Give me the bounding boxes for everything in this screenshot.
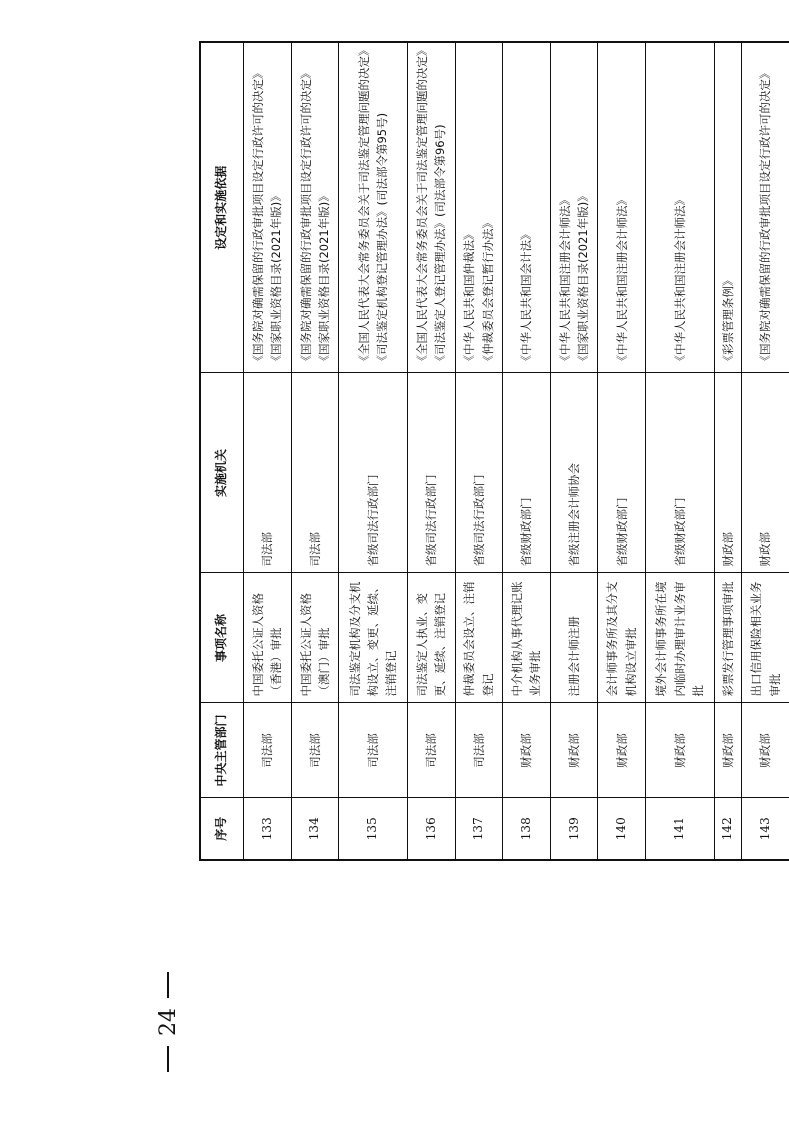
cell-no: 137: [455, 798, 503, 860]
header-basis: 设定和实施依据: [200, 42, 244, 373]
table-row: [550, 42, 598, 860]
cell-agency: 财政部: [742, 373, 789, 573]
basis-line: 《国务院对确需保留的行政审批项目设定行政许可的决定》: [758, 67, 773, 367]
basis-line: 《国家职业资格目录(2021年版)》: [316, 190, 331, 367]
cell-basis: [244, 42, 292, 373]
basis-line: 《国务院对确需保留的行政审批项目设定行政许可的决定》: [298, 67, 313, 367]
cell-name: 会计师事务所及其分支机构设立审批: [598, 573, 646, 703]
header-name: 事项名称: [200, 573, 244, 703]
page-number-left-dash: [167, 1046, 169, 1072]
cell-dept: 财政部: [646, 703, 715, 798]
cell-basis: [291, 42, 339, 373]
cell-dept: 财政部: [742, 703, 789, 798]
basis-line: 《国务院对确需保留的行政审批项目设定行政许可的决定》: [250, 67, 265, 367]
header-agency: 实施机关: [200, 373, 244, 573]
cell-no: 140: [598, 798, 646, 860]
cell-agency: 省级财政部门: [598, 373, 646, 573]
table-row: [714, 42, 742, 860]
cell-no: 134: [291, 798, 339, 860]
cell-dept: 司法部: [339, 703, 408, 798]
approval-items-table: [199, 41, 789, 861]
cell-name: 注册会计师注册: [550, 573, 598, 703]
cell-dept: 财政部: [714, 703, 742, 798]
page-number-right-dash: [167, 972, 169, 998]
cell-no: 142: [714, 798, 742, 860]
cell-name: 境外会计师事务所在境内临时办理审计业务审批: [646, 573, 715, 703]
cell-name: 司法鉴定机构及分支机构设立、变更、延续、注销登记: [339, 573, 408, 703]
table-row: [598, 42, 646, 860]
basis-line: 《司法鉴定人登记管理办法》(司法部令第96号): [433, 124, 448, 367]
cell-agency: 财政部: [714, 373, 742, 573]
cell-name: 中介机构从事代理记账业务审批: [503, 573, 551, 703]
approval-items-table-container: [199, 43, 789, 861]
cell-basis: [714, 42, 742, 373]
table-row: [291, 42, 339, 860]
table-row: [244, 42, 292, 860]
cell-agency: 省级司法行政部门: [455, 373, 503, 573]
cell-no: 138: [503, 798, 551, 860]
header-dept: 中央主管部门: [200, 703, 244, 798]
cell-dept: 司法部: [244, 703, 292, 798]
table-header-row: [200, 42, 244, 860]
basis-line: 《中华人民共和国仲裁法》: [462, 228, 477, 367]
basis-line: 《中华人民共和国注册会计师法》: [672, 194, 687, 367]
cell-no: 135: [339, 798, 408, 860]
table-row: [339, 42, 408, 860]
cell-agency: 省级财政部门: [646, 373, 715, 573]
page-number-value: 24: [155, 1008, 181, 1036]
page-number: [146, 962, 190, 1082]
cell-agency: 省级财政部门: [503, 373, 551, 573]
basis-line: 《中华人民共和国会计法》: [519, 228, 534, 367]
cell-name: 司法鉴定人执业、变更、延续、注销登记: [407, 573, 455, 703]
cell-name: 中国委托公证人资格（香港）审批: [244, 573, 292, 703]
basis-line: 《全国人民代表大会常务委员会关于司法鉴定管理问题的决定》: [414, 44, 429, 367]
table-body: [244, 42, 789, 860]
cell-dept: 财政部: [550, 703, 598, 798]
basis-line: 《彩票管理条例》: [720, 274, 735, 367]
basis-line: 《国家职业资格目录(2021年版)》: [269, 190, 284, 367]
cell-basis: [503, 42, 551, 373]
cell-agency: 省级司法行政部门: [339, 373, 408, 573]
cell-dept: 司法部: [455, 703, 503, 798]
cell-no: 133: [244, 798, 292, 860]
cell-basis: [550, 42, 598, 373]
cell-dept: 司法部: [291, 703, 339, 798]
cell-basis: [742, 42, 789, 373]
cell-basis: [598, 42, 646, 373]
basis-line: 《国家职业资格目录(2021年版)》: [576, 190, 591, 367]
table-row: [455, 42, 503, 860]
cell-name: 出口信用保险相关业务审批: [742, 573, 789, 703]
basis-line: 《司法鉴定机构登记管理办法》(司法部令第95号): [375, 112, 390, 367]
cell-basis: [339, 42, 408, 373]
cell-agency: 省级注册会计师协会: [550, 373, 598, 573]
cell-agency: 司法部: [291, 373, 339, 573]
cell-no: 141: [646, 798, 715, 860]
cell-dept: 财政部: [598, 703, 646, 798]
table-row: [503, 42, 551, 860]
cell-name: 彩票发行管理事项审批: [714, 573, 742, 703]
cell-name: 中国委托公证人资格（澳门）审批: [291, 573, 339, 703]
basis-line: 《中华人民共和国注册会计师法》: [614, 194, 629, 367]
cell-agency: 司法部: [244, 373, 292, 573]
cell-dept: 司法部: [407, 703, 455, 798]
table-row: [742, 42, 789, 860]
table-row: [646, 42, 715, 860]
basis-line: 《仲裁委员会登记暂行办法》: [480, 217, 495, 367]
table-row: [407, 42, 455, 860]
basis-line: 《全国人民代表大会常务委员会关于司法鉴定管理问题的决定》: [356, 44, 371, 367]
cell-name: 仲裁委员会设立、注销登记: [455, 573, 503, 703]
cell-no: 136: [407, 798, 455, 860]
cell-no: 143: [742, 798, 789, 860]
cell-basis: [455, 42, 503, 373]
cell-agency: 省级司法行政部门: [407, 373, 455, 573]
cell-basis: [407, 42, 455, 373]
cell-no: 139: [550, 798, 598, 860]
cell-dept: 财政部: [503, 703, 551, 798]
basis-line: 《中华人民共和国注册会计师法》: [557, 194, 572, 367]
cell-basis: [646, 42, 715, 373]
header-no: 序号: [200, 798, 244, 860]
